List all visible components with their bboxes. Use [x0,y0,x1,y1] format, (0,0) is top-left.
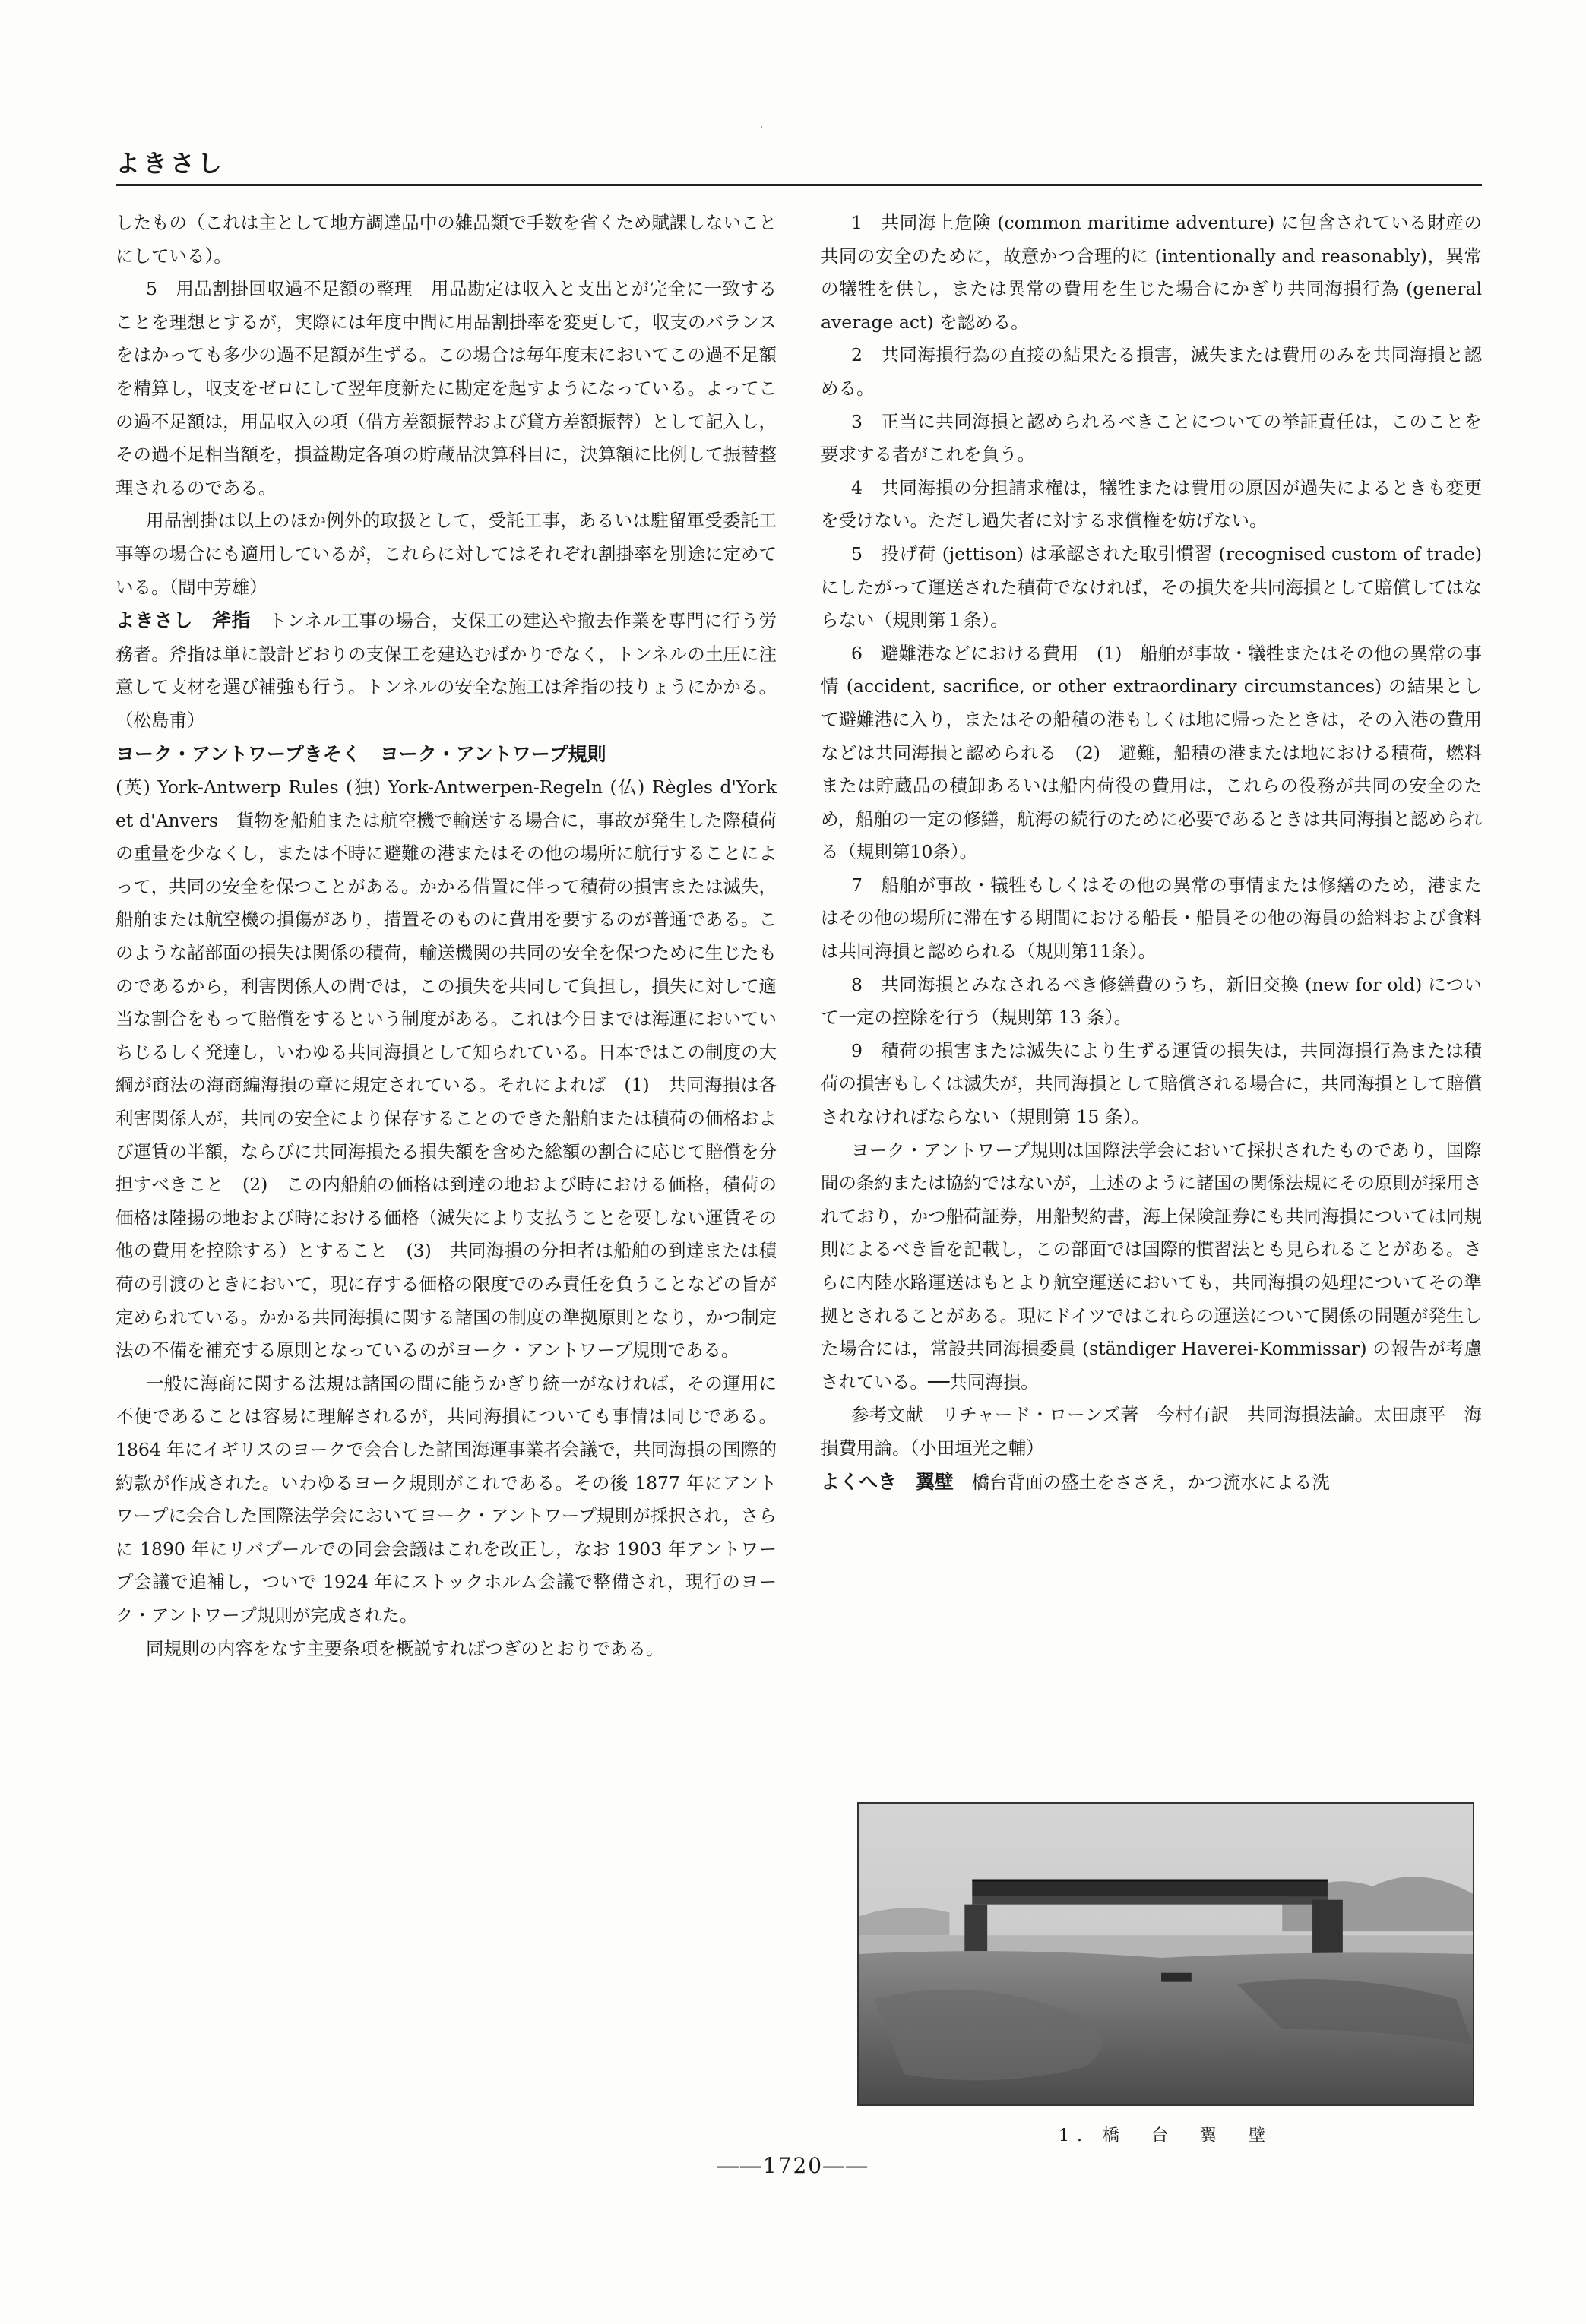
header-rule [116,184,1482,186]
bridge-abutment-photo [857,1802,1474,2106]
right-column [821,207,1482,1499]
paragraph: 3 正当に共同海損と認められるべきことについての挙証責任は，このことを要求する者がこれを負う。 [821,410,1482,466]
paragraph: 参考文献 リチャード・ローンズ著 今村有訳 共同海損法論。太田康平 海損費用論。（小田垣光之輔） [821,1404,1482,1459]
continued-paragraph: したもの（これは主として地方調達品中の雑品類で手数を省くため賦課しないことにしている）。 [116,212,777,267]
paragraph: 2 共同海損行為の直接の結果たる損害，滅失または費用のみを共同海損と認める。 [821,344,1482,399]
paragraph: 一般に海商に関する法規は諸国の間に能うかぎり統一がなければ，その運用に不便であることは容易に理解されるが，共同海損についても事情は同じである。1864 年にイギリスのヨークで会合した諸国海運事業者会議で，共同海損の国際的約款が作成された。いわゆるヨーク規則がこれである。その後 1877 年にアントワープに会合した国際法学会においてヨーク・アントワープ規則が採択され，さらに 1890 年にリバプールでの同会会議はこれを改正し，なお 1903 年アントワープ会議で追補し，ついで 1924 年にストックホルム会議で整備され，現行のヨーク・アントワープ規則が完成された。 [116,1372,777,1626]
paragraph: 9 積荷の損害または滅失により生ずる運賃の損失は，共同海損行為または積荷の損害もしくは滅失が，共同海損として賠償される場合に，共同海損として賠償されなければならない（規則第 15 条）。 [821,1039,1482,1128]
figure-caption: 1. 橋 台 翼 壁 [1059,2126,1273,2145]
paragraph: 5 投げ荷 (jettison) は承認された取引慣習 (recognised custom of trade) にしたがって運送された積荷でなければ，その損失を共同海損として賠償してはならない（規則第１条）。 [821,542,1482,631]
paragraph: 4 共同海損の分担請求権は，犠牲または費用の原因が過失によるときも変更を受けない。ただし過失者に対する求償権を妨げない。 [821,476,1482,532]
paragraph: 6 避難港などにおける費用 (1) 船舶が事故・犠牲またはその他の異常の事情 (accident, sacrifice, or other extraordinary circumstances) の結果として避難港に入り，またはその船積の港もしくは地に帰ったときは，その入港の費用などは共同海損と認められる (2) 避難，船積の港または地における積荷，燃料または貯蔵品の積卸あるいは船内荷役の費用は，これらの役務が共同の安全のため，船舶の一定の修繕，航海の続行のために必要であるときは共同海損と認められる（規則第10条）。 [821,642,1482,863]
paragraph: 7 船舶が事故・犠牲もしくはその他の異常の事情または修繕のため，港またはその他の場所に滞在する期間における船長・船員その他の海員の給料および食料は共同海損と認められる（規則第11条）。 [821,874,1482,963]
paragraph: 1 共同海上危険 (common maritime adventure) に包含されている財産の共同の安全のために，故意かつ合理的に (intentionally and reasonably)，異常の犠牲を供し，または異常の費用を生じた場合にかぎり共同海損行為 (general average act) を認める。 [821,212,1482,333]
entry-text: 橋台背面の盛土をささえ，かつ流水による洗 [971,1471,1330,1493]
running-head: よきさし [116,149,226,178]
entry-headword: よきさし 斧指 [116,609,251,632]
dictionary-entry [116,738,777,772]
paragraph: 同規則の内容をなす主要条項を概説すればつぎのとおりである。 [145,1637,664,1659]
paragraph: 用品割掛は以上のほか例外的取扱として，受託工事，あるいは駐留軍受委託工事等の場合にも適用しているが，これらに対してはそれぞれ割掛率を別途に定めている。（間中芳雄） [116,510,777,598]
continued-paragraph: (英) York-Antwerp Rules (独) York-Antwerpen-Regeln (仏) Règles d'York et d'Anvers 貨物を船舶または航空機で輸送する場合に，事故が発生した際積荷の重量を少なくし，または不時に避難の港またはその他の場所に航行することによって，共同の安全を保つことがある。かかる借置に伴って積荷の損害または滅失，船舶または航空機の損傷があり，措置そのものに費用を要するのが普通である。このような諸部面の損失は関係の積荷，輸送機関の共同の安全を保つために生じたものであるから，利害関係人の間では，この損失を共同して負担し，損失に対して適当な割合をもって賠償をするという制度がある。これは今日までは海運においていちじるしく発達し，いわゆる共同海損として知られている。日本ではこの制度の大綱が商法の海商編海損の章に規定されている。それによれば (1) 共同海損は各利害関係人が，共同の安全により保存することのできた船舶または積荷の価格および運賃の半額，ならびに共同海損たる損失額を含めた総額の割合に応じて賠償を分担すべきこと (2) この内船舶の価格は到達の地および時における価格，積荷の価格は陸揚の地および時における価格（滅失により支払うことを要しない運賃その他の費用を控除する）とすること (3) 共同海損の分担者は船舶の到達または積荷の引渡のときにおいて，現に存する価格の限度でのみ責任を負うことなどの旨が定められている。かかる共同海損に関する諸国の制度の準拠原則となり，かつ制定法の不備を補充する原則となっているのがヨーク・アントワープ規則である。 [116,776,777,1361]
entry-text: トンネル工事の場合，支保工の建込や撤去作業を専門に行う労務者。斧指は単に設計どおりの支保工を建込むばかりでなく，トンネルの土圧に注意して支材を選び補強も行う。トンネルの安全な施工は斧指の技りょうにかかる。（松島甫） [116,610,777,731]
dictionary-entry [116,604,777,737]
dictionary-entry [821,1466,1482,1500]
left-column [116,207,777,1665]
paragraph: 5 用品割掛回収過不足額の整理 用品勘定は収入と支出とが完全に一致することを理想とするが，実際には年度中間に用品割掛率を変更して，収支のバランスをはかっても多少の過不足額が生ずる。この場合は毎年度末においてこの過不足額を精算し，収支をゼロにして翌年度新たに勘定を起すようになっている。よってこの過不足額は，用品収入の項（借方差額振替および貸方差額振替）として記入し，その過不足相当額を，損益勘定各項の貯蔵品決算科目に，決算額に比例して振替整理されるのである。 [116,278,777,498]
paragraph: 8 共同海損とみなされるべき修繕費のうち，新旧交換 (new for old) について一定の控除を行う（規則第 13 条）。 [821,973,1482,1029]
entry-headword: ヨーク・アントワープきそく ヨーク・アントワープ規則 [116,742,606,765]
paragraph: ヨーク・アントワープ規則は国際法学会において採択されたものであり，国際間の条約または協約ではないが，上述のように諸国の関係法規にその原則が採用されており，かつ船荷証券，用船契約書，海上保険証券にも共同海損については同規則によるべき旨を記載し，この部面では国際的慣習法とも見られることがある。さらに内陸水路運送はもとより航空運送においても，共同海損の処理についてその準拠とされることがある。現にドイツではこれらの運送について関係の問題が発生した場合には，常設共同海損委員 (ständiger Haverei-Kommissar) の報告が考慮されている。──共同海損。 [821,1139,1482,1393]
figure [857,1802,1474,2146]
page-number: ――1720―― [717,2153,869,2178]
scan-speck: · [760,122,764,134]
entry-headword: よくへき 翼壁 [821,1470,954,1493]
